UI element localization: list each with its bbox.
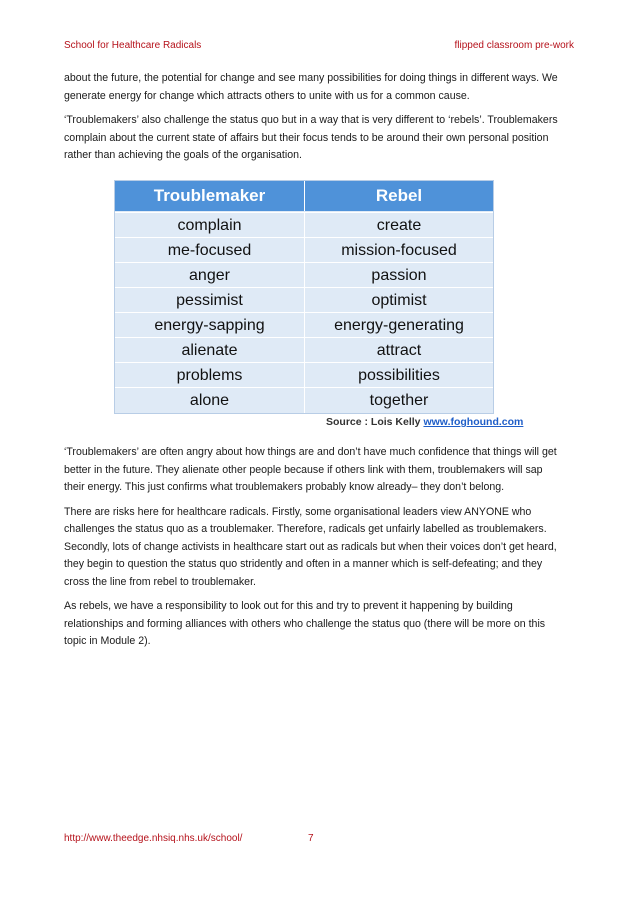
- table-row: [115, 312, 493, 338]
- page-footer: [64, 833, 314, 844]
- table-cell: problems: [115, 363, 305, 388]
- table-row: [115, 337, 493, 363]
- table-cell: attract: [376, 342, 422, 359]
- table-cell: alienate: [115, 338, 305, 363]
- table-cell: energy-generating: [334, 317, 464, 334]
- paragraph: ‘Troublemakers’ also challenge the status quo but in a way that is very different to ‘rebels’. Troublemakers complain about the current state of affairs but their focus tends to be around their own personal position rather than achieving the goals of the organisation.: [64, 114, 558, 161]
- footer-url[interactable]: http://www.theedge.nhsiq.nhs.uk/school/: [64, 833, 243, 844]
- table-header-troublemaker: Troublemaker: [115, 181, 305, 211]
- comparison-table: [114, 180, 494, 414]
- table-cell: mission-focused: [341, 242, 457, 259]
- table-cell: alone: [115, 388, 305, 413]
- body-text: [64, 444, 566, 658]
- table-row: [115, 262, 493, 288]
- table-cell: passion: [371, 267, 427, 284]
- table-header-rebel: Rebel: [305, 181, 493, 211]
- paragraph: about the future, the potential for change and see many possibilities for doing things in different ways. We generate energy for change which attracts others to unite with us for a common cause.: [64, 72, 558, 102]
- page-number: 7: [308, 833, 314, 844]
- table-cell: together: [369, 392, 429, 409]
- table-cell: anger: [115, 263, 305, 288]
- paragraph: As rebels, we have a responsibility to look out for this and try to prevent it happening by building relationships and forming alliances with others who challenge the status quo (there will be more on this topic in Module 2).: [64, 600, 546, 647]
- table-row: [115, 237, 493, 263]
- table-row: [115, 287, 493, 313]
- source-label: Source : Lois Kelly: [326, 416, 421, 428]
- paragraph: ‘Troublemakers’ are often angry about how things are and don’t have much confidence that things will get better in the future. They alienate other people because if others link with them, troublemakers will sap their energy. This just confirms what troublemakers probably know already– they don’t belong.: [64, 446, 557, 493]
- header-title: School for Healthcare Radicals: [64, 40, 202, 51]
- table-cell: me-focused: [115, 238, 305, 263]
- intro-text: [64, 70, 566, 172]
- table-cell: energy-sapping: [115, 313, 305, 338]
- table-cell: create: [376, 217, 422, 234]
- table-cell: pessimist: [115, 288, 305, 313]
- table-cell: optimist: [371, 292, 427, 309]
- table-cell: possibilities: [358, 367, 440, 384]
- table-cell: complain: [115, 213, 305, 238]
- paragraph: There are risks here for healthcare radicals. Firstly, some organisational leaders view ANYONE who challenges the status quo as a troublemaker. Therefore, radicals get unfairly labelled as troublemakers. Secondly, lots of change activists in healthcare start out as radicals but when their voices don’t get heard, they begin to question the status quo stridently and often in a manner which is self-defeating; and they cross the line from rebel to troublemaker.: [64, 505, 557, 588]
- table-row: [115, 362, 493, 388]
- table-row: [115, 212, 493, 238]
- page-header: [64, 40, 574, 56]
- table-source: [326, 416, 523, 428]
- source-link[interactable]: www.foghound.com: [423, 416, 524, 428]
- table-row: [115, 387, 493, 413]
- header-subtitle: flipped classroom pre-work: [454, 40, 574, 51]
